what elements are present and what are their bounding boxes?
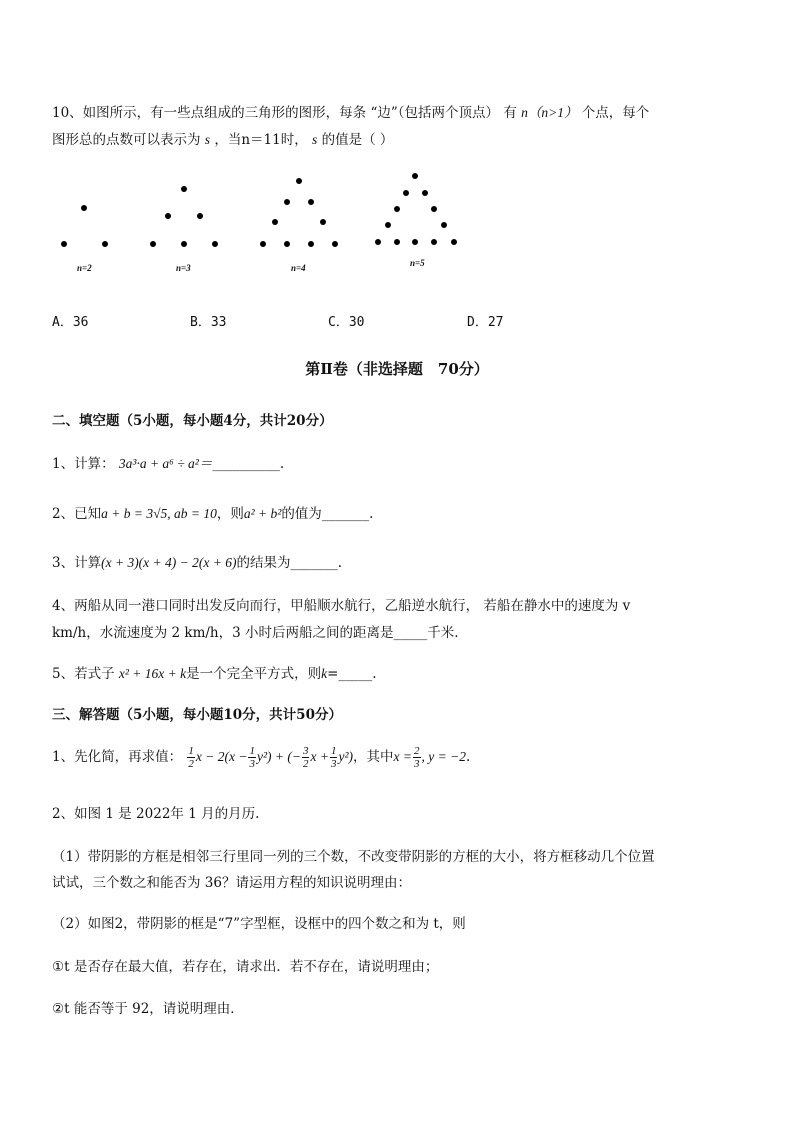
q10-text-d: ，当n＝11时，	[214, 132, 308, 148]
dot	[181, 241, 187, 247]
dot	[197, 213, 203, 219]
fill-q2-end: .	[369, 506, 374, 522]
section3-heading: 三、解答题（5小题，每小题10分，共计50分）	[52, 707, 342, 723]
fill-q4-text: km/h，水流速度为 2 km/h，3 小时后两船之间的距离是	[52, 625, 394, 641]
dot	[284, 199, 290, 205]
fill-q4-blank[interactable]: _____	[393, 625, 428, 641]
fill-q2-blank[interactable]: _______	[321, 506, 370, 522]
dot	[403, 190, 409, 196]
dot	[308, 241, 314, 247]
dot	[332, 241, 338, 247]
dot	[150, 241, 156, 247]
dot	[431, 206, 437, 212]
solve-q1-prefix: 1、先化简，再求值：	[52, 749, 183, 765]
q10-line2	[52, 128, 393, 148]
fill-q5-expr: x² + 16x + k	[118, 666, 187, 681]
dot	[260, 241, 266, 247]
fill-q3-prefix: 3、计算	[52, 555, 102, 571]
solve-q2: 2、如图 1 是 2022年 1 月的月历.	[52, 806, 260, 822]
dot	[308, 199, 314, 205]
solve-q1-expr-c: x +	[310, 749, 329, 764]
fraction-x-value	[413, 745, 421, 770]
dot	[375, 239, 381, 245]
dot	[412, 239, 418, 245]
frac-num: 2	[414, 745, 420, 757]
q10-text-e: 的值是（ ）	[321, 132, 394, 148]
fill-q2-tail: 的值为	[281, 506, 322, 522]
figure-label-n3: n=3	[176, 263, 191, 273]
dot	[61, 241, 67, 247]
q10-n-condition: n（n>1）	[521, 105, 578, 120]
dot	[385, 222, 391, 228]
fill-q2-prefix: 2、已知	[52, 506, 102, 522]
dot	[212, 241, 218, 247]
dot	[320, 219, 326, 225]
fill-q2-cond: a + b = 3√5, ab = 10	[101, 506, 217, 521]
q10-text-c: 图形总的点数可以表示为	[52, 132, 201, 148]
dot	[422, 190, 428, 196]
fraction-third-2	[330, 745, 338, 770]
fill-q2-target: a² + b²	[243, 506, 282, 521]
fill-q5-tail: 是一个完全平方式，则	[186, 666, 322, 682]
dot	[412, 173, 418, 179]
section2-heading: 二、填空题（5小题，每小题4分，共计20分）	[52, 413, 333, 429]
part2-title: 第Ⅱ卷（非选择题 70分）	[305, 360, 489, 378]
solve-q2-part2: （2）如图2，带阴影的框是“7”字型框，设框中的四个数之和为 t，则	[52, 916, 466, 932]
figure-label-n4: n=4	[291, 263, 306, 273]
fill-q1-end: .	[279, 456, 285, 472]
solve-q1-y: , y = −2	[421, 749, 466, 764]
solve-q2-part1-line2: 试试，三个数之和能否为 36？请运用方程的知识说明理由：	[52, 875, 411, 891]
fill-q3	[52, 551, 342, 571]
dot	[451, 239, 457, 245]
option-d[interactable]: D．27	[467, 315, 504, 330]
dot	[81, 205, 87, 211]
fill-q2-mid: ，则	[216, 506, 244, 522]
fraction-half	[187, 745, 195, 770]
solve-q1	[52, 745, 470, 770]
dot	[165, 213, 171, 219]
option-a[interactable]: A．36	[52, 315, 89, 330]
fill-q5	[52, 662, 377, 682]
fill-q2	[52, 502, 373, 522]
fill-q3-tail: 的结果为	[236, 555, 291, 571]
q10-text-b: 个点，每个	[581, 105, 650, 121]
figure-label-n2: n=2	[77, 263, 92, 273]
dot	[272, 219, 278, 225]
q10-s-var-2: s	[312, 132, 318, 147]
frac-num: 1	[330, 745, 337, 757]
solve-q1-where: ，其中	[353, 749, 394, 765]
fraction-three-halves	[302, 745, 310, 770]
dot	[181, 186, 187, 192]
fraction-third	[248, 745, 256, 770]
frac-num: 1	[188, 745, 194, 757]
frac-num: 3	[302, 745, 309, 757]
dot	[102, 241, 108, 247]
dot	[394, 206, 400, 212]
fill-q1-prefix: 1、计算：	[52, 456, 115, 472]
option-c[interactable]: C．30	[328, 315, 365, 330]
option-b[interactable]: B．33	[190, 315, 227, 330]
solve-q1-expr-b: y²) + (−	[256, 749, 301, 764]
dot	[296, 178, 302, 184]
frac-den: 2	[188, 758, 194, 770]
fill-q4-line2	[52, 621, 459, 641]
fill-q5-end: .	[372, 666, 377, 682]
solve-q1-end: .	[465, 749, 471, 765]
dot	[284, 241, 290, 247]
solve-q2-sub2: ②t 能否等于 92，请说明理由．	[52, 1001, 244, 1017]
q10-text-a: 10、如图所示，有一些点组成的三角形的图形，每条 “边”（包括两个顶点） 有	[52, 105, 517, 121]
frac-den: 3	[249, 758, 255, 770]
dot	[394, 239, 400, 245]
fill-q4-end: 千米.	[427, 625, 459, 641]
fill-q5-eq: =	[327, 666, 339, 682]
solve-q2-sub1: ①t 是否存在最大值，若存在，请求出．若不存在，请说明理由；	[52, 959, 439, 975]
fill-q1-blank[interactable]: __________	[212, 456, 280, 472]
fill-q1	[52, 452, 284, 472]
frac-den: 2	[302, 758, 309, 770]
frac-num: 1	[249, 745, 255, 757]
fill-q5-prefix: 5、若式子	[52, 666, 115, 682]
figure-label-n5: n=5	[410, 258, 425, 268]
fill-q5-blank[interactable]: _____	[338, 666, 373, 682]
fill-q5-k: k	[321, 666, 328, 681]
fill-q3-blank[interactable]: _______	[290, 555, 338, 571]
fill-q3-expr: (x + 3)(x + 4) − 2(x + 6)	[101, 555, 237, 570]
fill-q1-expr: 3a³·a + a⁶ ÷ a²＝	[118, 456, 213, 471]
solve-q1-x: x =	[393, 749, 412, 764]
frac-den: 3	[414, 758, 420, 770]
solve-q1-expr-a: x − 2(x −	[195, 749, 248, 764]
frac-den: 3	[330, 758, 337, 770]
fill-q4-line1: 4、两船从同一港口同时出发反向而行，甲船顺水航行，乙船逆水航行， 若船在静水中的速度为 v	[52, 598, 631, 614]
solve-q1-expr-d: y²)	[338, 749, 354, 764]
q10-line1	[52, 101, 649, 121]
q10-s-var: s	[204, 132, 211, 147]
solve-q2-part1-line1: （1）带阴影的方框是相邻三行里同一列的三个数，不改变带阴影的方框的大小，将方框移动几个位置	[52, 849, 655, 865]
fill-q3-end: .	[337, 555, 343, 571]
dot	[441, 222, 447, 228]
dot	[431, 239, 437, 245]
